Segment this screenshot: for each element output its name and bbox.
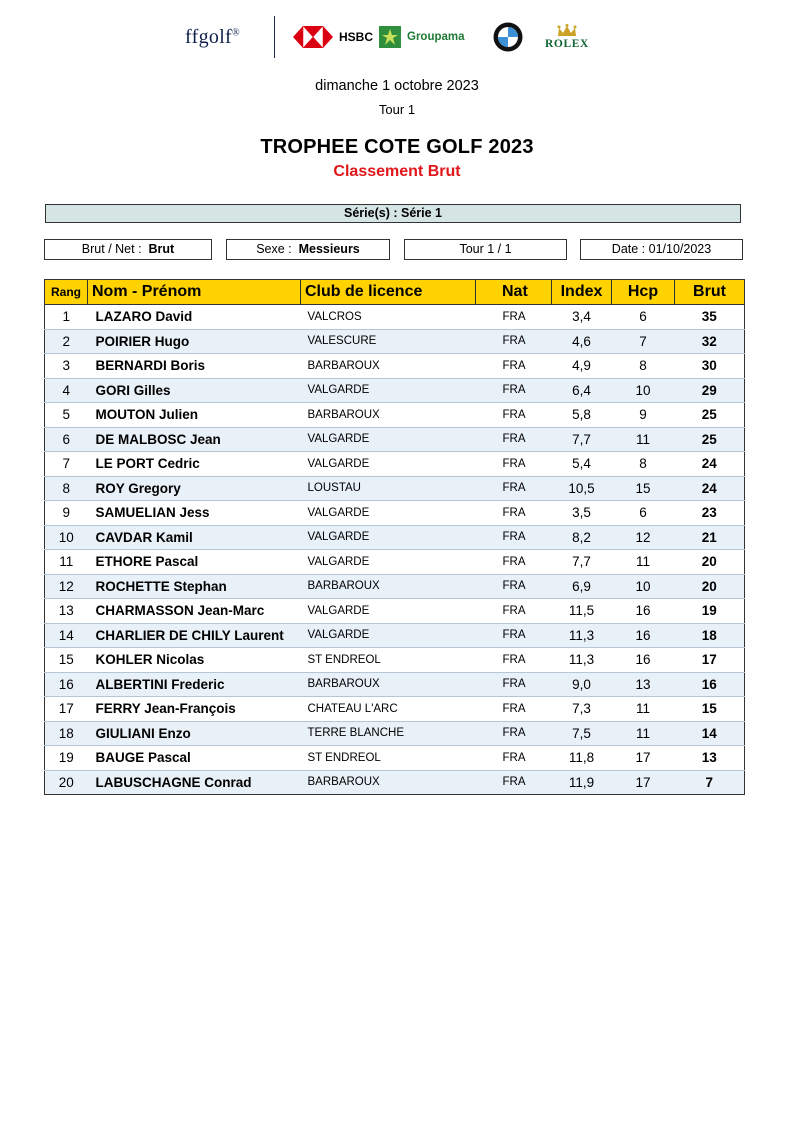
- cell-hcp: 17: [612, 770, 675, 795]
- cell-name: ROY Gregory: [88, 476, 301, 501]
- cell-nat: FRA: [476, 501, 552, 526]
- cell-index: 11,3: [552, 623, 612, 648]
- series-bar: Série(s) : Série 1: [45, 204, 741, 223]
- cell-brut: 19: [675, 599, 745, 624]
- cell-hcp: 11: [612, 721, 675, 746]
- table-row: [45, 550, 745, 575]
- cell-brut: 23: [675, 501, 745, 526]
- cell-hcp: 11: [612, 697, 675, 722]
- page-title: TROPHEE COTE GOLF 2023: [260, 136, 534, 158]
- col-header-hcp: Hcp: [612, 280, 675, 305]
- cell-name: SAMUELIAN Jess: [88, 501, 301, 526]
- cell-club: LOUSTAU: [301, 476, 476, 501]
- cell-club: VALGARDE: [301, 452, 476, 477]
- cell-brut: 20: [675, 574, 745, 599]
- cell-name: ALBERTINI Frederic: [88, 672, 301, 697]
- competition-date: dimanche 1 octobre 2023: [315, 78, 479, 94]
- cell-index: 4,9: [552, 354, 612, 379]
- groupama-logo: Groupama: [379, 26, 487, 48]
- cell-index: 6,9: [552, 574, 612, 599]
- cell-rang: 2: [45, 329, 88, 354]
- cell-club: ST ENDREOL: [301, 746, 476, 771]
- cell-index: 8,2: [552, 525, 612, 550]
- brut-net-box: [44, 239, 212, 260]
- cell-nat: FRA: [476, 623, 552, 648]
- cell-rang: 18: [45, 721, 88, 746]
- cell-brut: 29: [675, 378, 745, 403]
- table-row: [45, 770, 745, 795]
- cell-rang: 19: [45, 746, 88, 771]
- cell-index: 11,5: [552, 599, 612, 624]
- cell-club: VALGARDE: [301, 623, 476, 648]
- cell-rang: 11: [45, 550, 88, 575]
- cell-brut: 25: [675, 427, 745, 452]
- table-row: [45, 354, 745, 379]
- cell-name: POIRIER Hugo: [88, 329, 301, 354]
- cell-nat: FRA: [476, 574, 552, 599]
- cell-name: CHARLIER DE CHILY Laurent: [88, 623, 301, 648]
- col-header-nat: Nat: [476, 280, 552, 305]
- cell-hcp: 11: [612, 550, 675, 575]
- table-row: [45, 672, 745, 697]
- table-row: [45, 623, 745, 648]
- cell-nat: FRA: [476, 329, 552, 354]
- table-row: [45, 697, 745, 722]
- cell-hcp: 17: [612, 746, 675, 771]
- sexe-value: Messieurs: [298, 242, 360, 256]
- ffgolf-logo: ffgolf®: [185, 25, 240, 48]
- table-row: [45, 648, 745, 673]
- table-row: [45, 525, 745, 550]
- sexe-box: [226, 239, 390, 260]
- table-row: [45, 305, 745, 330]
- table-row: [45, 501, 745, 526]
- cell-nat: FRA: [476, 354, 552, 379]
- table-row: [45, 378, 745, 403]
- cell-hcp: 16: [612, 599, 675, 624]
- cell-nat: FRA: [476, 403, 552, 428]
- cell-brut: 21: [675, 525, 745, 550]
- cell-nat: FRA: [476, 525, 552, 550]
- cell-club: TERRE BLANCHE: [301, 721, 476, 746]
- rolex-logo: ROLEX: [545, 24, 589, 50]
- cell-brut: 13: [675, 746, 745, 771]
- cell-club: VALGARDE: [301, 599, 476, 624]
- cell-name: BAUGE Pascal: [88, 746, 301, 771]
- cell-hcp: 7: [612, 329, 675, 354]
- cell-club: VALGARDE: [301, 427, 476, 452]
- cell-club: BARBAROUX: [301, 770, 476, 795]
- brut-net-value: Brut: [148, 242, 175, 256]
- cell-hcp: 10: [612, 574, 675, 599]
- cell-nat: FRA: [476, 305, 552, 330]
- cell-hcp: 16: [612, 648, 675, 673]
- cell-name: KOHLER Nicolas: [88, 648, 301, 673]
- sexe-label: Sexe :: [256, 242, 292, 256]
- cell-rang: 13: [45, 599, 88, 624]
- cell-name: CHARMASSON Jean-Marc: [88, 599, 301, 624]
- cell-name: LAZARO David: [88, 305, 301, 330]
- results-body: [45, 305, 745, 795]
- col-header-club: Club de licence: [301, 280, 476, 305]
- cell-rang: 12: [45, 574, 88, 599]
- rolex-crown-icon: [556, 24, 578, 38]
- cell-brut: 24: [675, 452, 745, 477]
- bmw-roundel-icon: [493, 22, 523, 52]
- cell-name: LABUSCHAGNE Conrad: [88, 770, 301, 795]
- cell-index: 7,5: [552, 721, 612, 746]
- cell-rang: 14: [45, 623, 88, 648]
- cell-club: BARBAROUX: [301, 672, 476, 697]
- table-row: [45, 427, 745, 452]
- cell-index: 11,3: [552, 648, 612, 673]
- cell-rang: 6: [45, 427, 88, 452]
- cell-brut: 15: [675, 697, 745, 722]
- cell-nat: FRA: [476, 599, 552, 624]
- brut-net-label: Brut / Net :: [81, 242, 142, 256]
- round-label: Tour 1: [378, 102, 416, 117]
- cell-brut: 18: [675, 623, 745, 648]
- cell-index: 7,3: [552, 697, 612, 722]
- table-row: [45, 403, 745, 428]
- cell-index: 10,5: [552, 476, 612, 501]
- cell-brut: 35: [675, 305, 745, 330]
- table-row: [45, 574, 745, 599]
- cell-club: VALGARDE: [301, 378, 476, 403]
- cell-hcp: 8: [612, 354, 675, 379]
- cell-index: 11,9: [552, 770, 612, 795]
- cell-club: VALCROS: [301, 305, 476, 330]
- cell-name: ETHORE Pascal: [88, 550, 301, 575]
- ranking-type: Classement Brut: [333, 163, 461, 180]
- cell-nat: FRA: [476, 476, 552, 501]
- cell-brut: 24: [675, 476, 745, 501]
- cell-name: MOUTON Julien: [88, 403, 301, 428]
- cell-rang: 9: [45, 501, 88, 526]
- cell-index: 4,6: [552, 329, 612, 354]
- cell-nat: FRA: [476, 672, 552, 697]
- cell-name: LE PORT Cedric: [88, 452, 301, 477]
- col-header-index: Index: [552, 280, 612, 305]
- cell-nat: FRA: [476, 697, 552, 722]
- cell-hcp: 6: [612, 501, 675, 526]
- cell-index: 7,7: [552, 550, 612, 575]
- table-row: [45, 599, 745, 624]
- hsbc-hexagon-icon: [293, 26, 333, 48]
- cell-rang: 7: [45, 452, 88, 477]
- cell-rang: 16: [45, 672, 88, 697]
- groupama-leaf-icon: [379, 26, 401, 48]
- cell-brut: 16: [675, 672, 745, 697]
- cell-nat: FRA: [476, 378, 552, 403]
- col-header-rang: Rang: [45, 280, 88, 305]
- cell-brut: 14: [675, 721, 745, 746]
- cell-hcp: 15: [612, 476, 675, 501]
- logo-divider: [274, 16, 275, 58]
- cell-name: GORI Gilles: [88, 378, 301, 403]
- cell-nat: FRA: [476, 721, 552, 746]
- cell-brut: 7: [675, 770, 745, 795]
- cell-club: VALESCURE: [301, 329, 476, 354]
- cell-index: 3,4: [552, 305, 612, 330]
- table-row: [45, 746, 745, 771]
- cell-club: VALGARDE: [301, 550, 476, 575]
- cell-brut: 17: [675, 648, 745, 673]
- cell-club: BARBAROUX: [301, 354, 476, 379]
- cell-index: 6,4: [552, 378, 612, 403]
- cell-hcp: 6: [612, 305, 675, 330]
- results-table: [44, 279, 745, 795]
- cell-brut: 30: [675, 354, 745, 379]
- cell-rang: 4: [45, 378, 88, 403]
- tour-box: Tour 1 / 1: [404, 239, 567, 260]
- cell-rang: 17: [45, 697, 88, 722]
- cell-index: 11,8: [552, 746, 612, 771]
- cell-index: 9,0: [552, 672, 612, 697]
- cell-hcp: 12: [612, 525, 675, 550]
- hsbc-logo: HSBC: [293, 26, 379, 48]
- cell-nat: FRA: [476, 550, 552, 575]
- cell-index: 5,8: [552, 403, 612, 428]
- sponsor-band: [165, 10, 635, 64]
- date-box: Date : 01/10/2023: [580, 239, 743, 260]
- cell-nat: FRA: [476, 746, 552, 771]
- cell-hcp: 11: [612, 427, 675, 452]
- cell-club: BARBAROUX: [301, 403, 476, 428]
- cell-rang: 8: [45, 476, 88, 501]
- col-header-brut: Brut: [675, 280, 745, 305]
- cell-rang: 3: [45, 354, 88, 379]
- cell-name: FERRY Jean-François: [88, 697, 301, 722]
- table-header-row: [45, 280, 745, 305]
- col-header-name: Nom - Prénom: [88, 280, 301, 305]
- cell-club: ST ENDREOL: [301, 648, 476, 673]
- cell-club: VALGARDE: [301, 501, 476, 526]
- cell-hcp: 13: [612, 672, 675, 697]
- cell-name: BERNARDI Boris: [88, 354, 301, 379]
- cell-nat: FRA: [476, 427, 552, 452]
- cell-rang: 5: [45, 403, 88, 428]
- cell-brut: 32: [675, 329, 745, 354]
- table-row: [45, 452, 745, 477]
- cell-nat: FRA: [476, 648, 552, 673]
- cell-brut: 25: [675, 403, 745, 428]
- cell-rang: 15: [45, 648, 88, 673]
- cell-club: CHATEAU L'ARC: [301, 697, 476, 722]
- table-row: [45, 329, 745, 354]
- cell-rang: 20: [45, 770, 88, 795]
- cell-index: 7,7: [552, 427, 612, 452]
- cell-brut: 20: [675, 550, 745, 575]
- cell-nat: FRA: [476, 770, 552, 795]
- cell-club: BARBAROUX: [301, 574, 476, 599]
- table-row: [45, 476, 745, 501]
- cell-name: GIULIANI Enzo: [88, 721, 301, 746]
- cell-hcp: 8: [612, 452, 675, 477]
- cell-index: 5,4: [552, 452, 612, 477]
- cell-name: DE MALBOSC Jean: [88, 427, 301, 452]
- cell-rang: 10: [45, 525, 88, 550]
- cell-hcp: 9: [612, 403, 675, 428]
- cell-rang: 1: [45, 305, 88, 330]
- cell-index: 3,5: [552, 501, 612, 526]
- table-row: [45, 721, 745, 746]
- cell-hcp: 10: [612, 378, 675, 403]
- cell-club: VALGARDE: [301, 525, 476, 550]
- cell-name: CAVDAR Kamil: [88, 525, 301, 550]
- cell-name: ROCHETTE Stephan: [88, 574, 301, 599]
- cell-nat: FRA: [476, 452, 552, 477]
- cell-hcp: 16: [612, 623, 675, 648]
